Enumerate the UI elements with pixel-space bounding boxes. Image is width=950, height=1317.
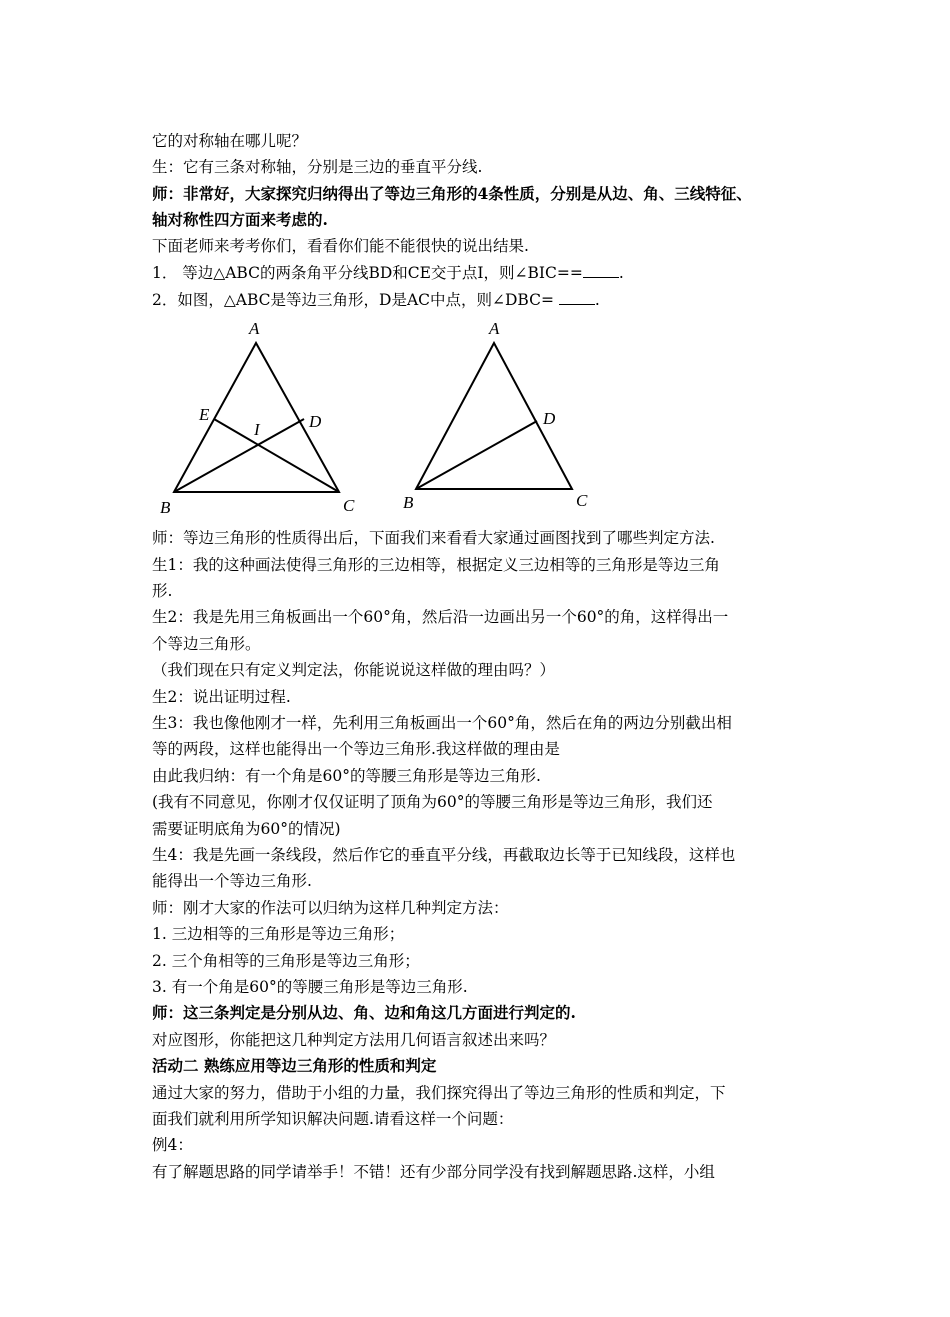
list-item: 3. 有一个角是60°的等腰三角形是等边三角形. [152, 978, 468, 996]
paragraph: 能得出一个等边三角形. [152, 872, 312, 890]
paragraph: 面我们就利用所学知识解决问题.请看这样一个问题： [152, 1110, 514, 1128]
paragraph: 师：等边三角形的性质得出后，下面我们来看看大家通过画图找到了哪些判定方法. [152, 529, 715, 547]
paragraph: 生3：我也像他刚才一样，先利用三角板画出一个60°角，然后在角的两边分别截出相 [152, 714, 732, 732]
paragraph: 例4： [152, 1136, 193, 1154]
label-a: A [249, 319, 260, 338]
label-c: C [576, 491, 588, 510]
list-item: 2. 三个角相等的三角形是等边三角形； [152, 952, 420, 970]
label-b: B [160, 498, 171, 517]
section-heading: 活动二 熟练应用等边三角形的性质和判定 [152, 1056, 437, 1075]
question-1: 1． 等边△ABC的两条角平分线BD和CE交于点I，则∠BIC== . [152, 264, 624, 282]
paragraph: 生2：说出证明过程. [152, 688, 291, 706]
paragraph: 个等边三角形。 [152, 635, 261, 653]
figure-2-labels [403, 319, 588, 512]
paragraph: (我有不同意见，你刚才仅仅证明了顶角为60°的等腰三角形是等边三角形，我们还 [152, 793, 713, 811]
paragraph: 通过大家的努力，借助于小组的力量，我们探究得出了等边三角形的性质和判定，下 [152, 1084, 726, 1102]
paragraph: 等的两段，这样也能得出一个等边三角形.我这样做的理由是 [152, 740, 560, 758]
paragraph: 生2：我是先用三角板画出一个60°角，然后沿一边画出另一个60°的角，这样得出一 [152, 608, 729, 626]
paragraph: 师：刚才大家的作法可以归纳为这样几种判定方法： [152, 899, 509, 917]
label-a: A [489, 319, 500, 338]
paragraph: 师：非常好，大家探究归纳得出了等边三角形的4条性质，分别是从边、角、三线特征、 [152, 184, 752, 203]
figure-1-labels [160, 319, 355, 517]
paragraph: 形. [152, 582, 173, 600]
label-c: C [343, 496, 355, 515]
list-item: 1. 三边相等的三角形是等边三角形； [152, 925, 405, 943]
paragraph: （我们现在只有定义判定法，你能说说这样做的理由吗？） [152, 661, 556, 679]
label-e: E [199, 405, 210, 424]
paragraph: 生1：我的这种画法使得三角形的三边相等，根据定义三边相等的三角形是等边三角 [152, 556, 720, 574]
label-i: I [254, 420, 260, 439]
label-d: D [309, 412, 322, 431]
paragraph: 轴对称性四方面来考虑的. [152, 210, 328, 229]
paragraph: 需要证明底角为60°的情况) [152, 820, 341, 838]
question-2: 2．如图，△ABC是等边三角形，D是AC中点，则∠DBC= . [152, 291, 600, 309]
paragraph: 它的对称轴在哪儿呢？ [152, 132, 308, 150]
paragraph: 有了解题思路的同学请举手！不错！还有少部分同学没有找到解题思路.这样，小组 [152, 1163, 715, 1181]
paragraph: 对应图形，你能把这几种判定方法用几何语言叙述出来吗？ [152, 1031, 556, 1049]
paragraph: 师：这三条判定是分别从边、角、边和角这几方面进行判定的. [152, 1003, 576, 1022]
paragraph: 生4：我是先画一条线段，然后作它的垂直平分线，再截取边长等于已知线段，这样也 [152, 846, 736, 864]
paragraph: 由此我归纳：有一个角是60°的等腰三角形是等边三角形. [152, 767, 541, 785]
question-1-text: 1． 等边△ABC的两条角平分线BD和CE交于点I，则∠BIC== [152, 264, 583, 282]
label-b: B [403, 493, 414, 512]
question-2-text: 2．如图，△ABC是等边三角形，D是AC中点，则∠DBC= [152, 291, 554, 309]
paragraph: 生：它有三条对称轴，分别是三边的垂直平分线. [152, 158, 483, 176]
label-d: D [543, 409, 556, 428]
paragraph: 下面老师来考考你们，看看你们能不能很快的说出结果. [152, 237, 529, 255]
